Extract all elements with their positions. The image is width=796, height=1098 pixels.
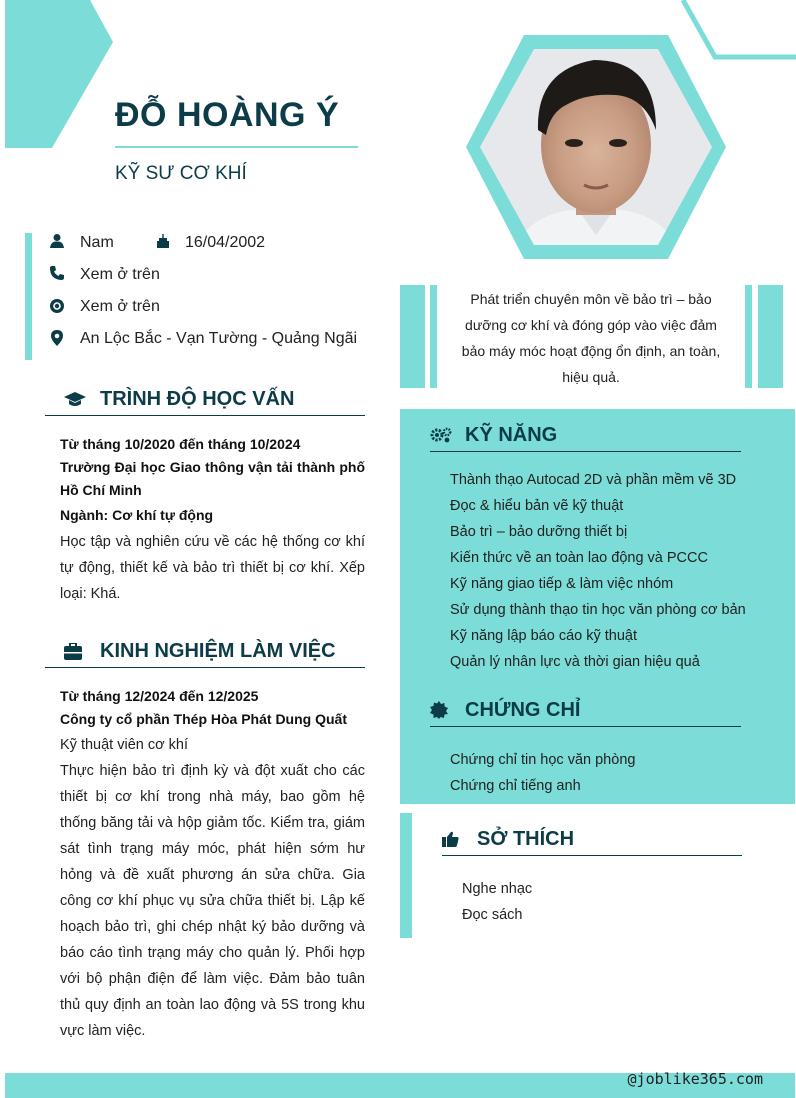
hobbies-rule	[442, 855, 742, 856]
hobbies-title: SỞ THÍCH	[477, 828, 575, 850]
experience-period: Từ tháng 12/2024 đến 12/2025	[60, 688, 259, 704]
skill-item: Bảo trì – bảo dưỡng thiết bị	[450, 524, 628, 540]
graduation-cap-icon	[64, 391, 86, 409]
person-icon	[49, 233, 65, 249]
certificate-item: Chứng chỉ tin học văn phòng	[450, 752, 636, 768]
email-value: Xem ở trên	[80, 298, 160, 315]
skill-item: Quản lý nhân lực và thời gian hiệu quả	[450, 654, 700, 670]
experience-position: Kỹ thuật viên cơ khí	[60, 737, 188, 753]
experience-title: KINH NGHIỆM LÀM VIỆC	[100, 640, 336, 662]
hobby-item: Nghe nhạc	[462, 881, 533, 897]
career-objective: Phát triển chuyên môn về bảo trì – bảo dưỡng cơ khí và đóng góp vào việc đảm bảo máy móc hoạt động ổn định, an toàn, hiệu quả.	[461, 291, 721, 385]
skill-item: Thành thạo Autocad 2D và phần mềm vẽ 3D	[450, 472, 737, 488]
summary-bar-left-wide	[400, 285, 425, 388]
footer-website-handle: @joblike365.com	[627, 1070, 763, 1088]
summary-bar-left-thin	[430, 285, 437, 388]
skill-item: Đọc & hiểu bản vẽ kỹ thuật	[450, 498, 624, 514]
education-major: Ngành: Cơ khí tự động	[60, 507, 214, 523]
phone-value: Xem ở trên	[80, 266, 160, 283]
birthdate-value: 16/04/2002	[185, 234, 266, 251]
education-title: TRÌNH ĐỘ HỌC VẤN	[100, 388, 295, 410]
gears-icon	[430, 427, 452, 443]
cake-icon	[155, 233, 171, 249]
gender-value: Nam	[80, 234, 114, 251]
experience-rule	[45, 667, 365, 668]
thumbs-up-icon	[442, 831, 459, 847]
education-school: Trường Đại học Giao thông vận tải thành phố Hồ Chí Minh	[60, 459, 365, 498]
skill-item: Kỹ năng giao tiếp & làm việc nhóm	[450, 576, 674, 592]
certificates-rule	[430, 726, 741, 727]
map-pin-icon	[49, 330, 65, 346]
skill-item: Kiến thức về an toàn lao động và PCCC	[450, 550, 708, 566]
skill-item: Kỹ năng lập báo cáo kỹ thuật	[450, 628, 638, 644]
address-value: An Lộc Bắc - Vạn Tường - Quảng Ngãi	[80, 330, 358, 347]
skill-item: Sử dụng thành thạo tin học văn phòng cơ bản	[450, 602, 746, 618]
at-sign-icon	[49, 298, 65, 314]
name-underline	[115, 146, 358, 148]
hobbies-accent-bar	[400, 813, 412, 938]
certificates-title: CHỨNG CHỈ	[465, 699, 581, 721]
summary-bar-right-thin	[745, 285, 752, 388]
experience-description: Thực hiện bảo trì định kỳ và đột xuất cho các thiết bị cơ khí trong nhà máy, bao gồm hệ thống băng tải và hộp giảm tốc. Kiểm tra, giám sát tình trạng máy móc, phát hiện sớm hư hỏng và đề xuất phương án sửa chữa. Gia công cơ khí phục vụ sửa chữa thiết bị. Lập kế hoạch bảo trì, ghi chép nhật ký bảo dưỡng và báo cáo tình trạng máy cho quản lý. Phối hợp với bộ phận điện để làm việc. Đảm bảo tuân thủ quy định an toàn lao động và 5S trong khu vực làm việc.	[60, 763, 365, 1039]
education-description: Học tập và nghiên cứu về các hệ thống cơ khí tự động, thiết kế và bảo trì thiết bị cơ khí. Xếp loại: Khá.	[60, 534, 365, 602]
briefcase-icon	[64, 643, 82, 660]
skills-title: KỸ NĂNG	[465, 424, 558, 446]
education-period: Từ tháng 10/2020 đến tháng 10/2024	[60, 436, 301, 452]
job-title: KỸ SƯ CƠ KHÍ	[115, 163, 247, 184]
summary-bar-right-wide	[758, 285, 783, 388]
skills-rule	[430, 451, 741, 452]
candidate-name: ĐỖ HOÀNG Ý	[115, 96, 340, 134]
certificate-item: Chứng chỉ tiếng anh	[450, 778, 581, 794]
education-rule	[45, 415, 365, 416]
phone-icon	[49, 265, 65, 281]
experience-company: Công ty cổ phần Thép Hòa Phát Dung Quất	[60, 711, 347, 727]
contact-accent-bar	[25, 233, 32, 360]
hobby-item: Đọc sách	[462, 907, 523, 923]
corner-decoration-top-left	[0, 0, 120, 150]
certificate-icon	[430, 701, 448, 719]
profile-photo	[466, 35, 726, 260]
